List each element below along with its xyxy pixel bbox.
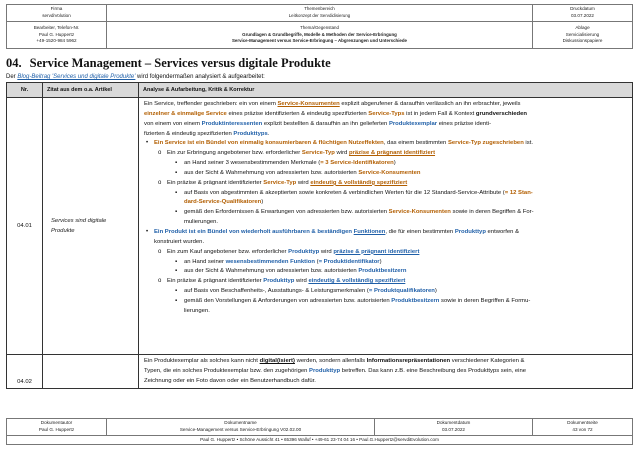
- print-date-label: Druckdatum: [570, 6, 595, 12]
- list-item: o Ein zum Kauf angebotener bzw. erforderlicher Produkttyp wird präzise & prägnant identifiziert: [144, 248, 628, 258]
- company-cell: [7, 5, 107, 22]
- list-item-continued: lierungen.: [184, 307, 210, 314]
- paragraph: Ein Service, treffender geschrieben: ein von einem Service-Konsumenten explizit abgerufener & daraufhin verlässlich an ihn erbrachter, jeweils: [144, 101, 521, 107]
- docdate: 03.07.2022: [442, 427, 465, 432]
- paragraph: Zeichnung oder ein Foto davon oder ein Benutzerhandbuch dafür.: [144, 377, 316, 384]
- theme-line-1: Grundlagen & Grundbegriffe, Modelle & Methoden der Service-Erbringung: [242, 31, 397, 37]
- page-label: Dokumentseite: [567, 420, 598, 426]
- company-label: Firma: [50, 6, 63, 12]
- paragraph: einzelner & einmalige Service eines präzise identifizierten & eindeutig spezifizierten Service-Typs ist in jedem Fall & Kontext grundverschieden: [144, 110, 527, 117]
- theme-cell: [107, 22, 533, 49]
- file-cell: [533, 22, 633, 49]
- col-header-quote: Zitat aus dem o.a. Artikel: [43, 83, 139, 98]
- list-item: o Ein präzise & prägnant identifizierter Produkttyp wird eindeutig & vollständig spezifiziert: [144, 277, 628, 287]
- print-date-cell: [533, 5, 633, 22]
- paragraph: fizierten & eindeutig spezifizierten Produkttyps.: [144, 130, 270, 137]
- list-item: o Ein zur Erbringung angebotener bzw. erforderlicher Service-Typ wird präzise & prägnant identifiziert: [144, 149, 628, 159]
- page-footer: [6, 418, 633, 445]
- circle-bullet-icon: o: [158, 248, 162, 255]
- blog-link[interactable]: Blog-Beitrag 'Services und digitale Produkte': [17, 74, 136, 80]
- docdate-label: Dokumentdatum: [436, 420, 471, 426]
- editor-label: Bearbeiter, Telefon-Nr.: [33, 25, 80, 31]
- bullet-icon: •: [146, 228, 149, 235]
- square-bullet-icon: ▪: [175, 169, 178, 176]
- list-item: ▪ auf Basis von abgestimmten & akzeptierten sowie konkreten & verbindlichen Werten für die 12 Standard-Service-Attribute (= 12 Stan-: [144, 189, 628, 199]
- list-item-continued: konstruiert wurden.: [154, 238, 205, 245]
- square-bullet-icon: ▪: [175, 297, 178, 304]
- paragraph: von einem von einem Produktinteressenten explizit bestellten & daraufhin an ihn gelieferten Produktexemplar eines präzise identi-: [144, 120, 492, 127]
- row-analysis: [139, 355, 633, 389]
- circle-bullet-icon: o: [158, 179, 162, 186]
- list-item: o Ein präzise & prägnant identifizierter Service-Typ wird eindeutig & vollständig spezifiziert: [144, 179, 628, 189]
- table-row: [7, 98, 633, 355]
- theme-label: Thema/Gegenstand: [300, 25, 339, 31]
- square-bullet-icon: ▪: [175, 288, 178, 295]
- company-name: servdiVolution: [42, 13, 71, 18]
- bullet-icon: •: [146, 140, 149, 147]
- file-line-1: Servicialisierung: [565, 31, 600, 37]
- list-item: • Ein Service ist ein Bündel von einmalig konsumierbaren & flüchtigen Nutzeffekten, das einem bestimmten Service-Typ zugeschrieben ist.: [144, 139, 628, 149]
- topic-label: Themenbereich: [304, 6, 335, 12]
- editor-name: Paul G. Huppertz: [38, 31, 75, 37]
- footer-address: Paul G. Huppertz • Schöne Aussicht 41 • 65396 Walluf • +49-61 23-74 04 16 • Paul.G.Huppertz@servdiEvolution.com: [7, 436, 633, 445]
- editor-phone: +49-1520-984 5962: [36, 38, 77, 44]
- section-title: [6, 56, 331, 70]
- list-item: ▪ gemäß den Erfordernissen & Erwartungen von adressierten bzw. autorisierten Service-Konsumenten sowie in deren Begriffen & For-: [144, 208, 628, 218]
- intro-pre: Der: [6, 74, 18, 80]
- print-date: 03.07.2022: [571, 13, 594, 18]
- docname-label: Dokumentname: [224, 420, 257, 426]
- row-quote: [43, 98, 139, 355]
- author-label: Dokumentautor: [40, 420, 73, 426]
- list-item: ▪ aus der Sicht & Wahrnehmung von adressierten bzw. autorisierten Produktbesitzern: [144, 267, 628, 277]
- paragraph: Ein Produktexemplar als solches kann nicht digital(isiert) werden, sondern allenfalls Informationsrepräsentationen verschiedener Kategorien &: [144, 358, 525, 364]
- square-bullet-icon: ▪: [175, 258, 178, 265]
- quote-line-1: Services sind digitale: [51, 217, 107, 224]
- author-cell: [7, 419, 107, 436]
- square-bullet-icon: ▪: [175, 189, 178, 196]
- list-item: ▪ an Hand seiner 3 wesensbestimmenden Merkmale (= 3 Service-Identifikatoren): [144, 159, 628, 169]
- analysis-table: [6, 82, 633, 389]
- circle-bullet-icon: o: [158, 278, 162, 285]
- page-header: [6, 4, 633, 49]
- editor-cell: [7, 22, 107, 49]
- row-analysis: [139, 98, 633, 355]
- quote-line-2: Produkte: [51, 228, 75, 234]
- docname: Service-Management versus Service-Erbringung V02.02.00: [179, 427, 302, 432]
- square-bullet-icon: ▪: [175, 209, 178, 216]
- row-quote: [43, 355, 139, 389]
- section-heading: Service Management – Services versus digitale Produkte: [29, 56, 331, 70]
- square-bullet-icon: ▪: [175, 160, 178, 167]
- page-number: 43 von 72: [572, 427, 593, 432]
- paragraph: Typen, die ein solches Produktexemplar bzw. den zugehörigen Produkttyp betreffen. Das kann z.B. eine Beschreibung des Produkttyps sein, eine: [144, 367, 527, 374]
- topic-value: Leitkonzept der Servdidisierung: [288, 13, 351, 18]
- col-header-analysis: Analyse & Aufarbeitung, Kritik & Korrektur: [139, 83, 633, 98]
- row-number: 04.01: [7, 98, 43, 355]
- table-row: [7, 355, 633, 389]
- list-item-continued: dard-Service-Qualifikatoren): [184, 199, 264, 206]
- list-item: ▪ an Hand seiner wesensbestimmenden Funktion (= Produktidentifikator): [144, 258, 628, 268]
- circle-bullet-icon: o: [158, 150, 162, 157]
- file-line-2: Diskussionspapiere: [562, 38, 603, 44]
- docdate-cell: [375, 419, 533, 436]
- intro-text: [6, 73, 265, 81]
- page-cell: [533, 419, 633, 436]
- list-item: ▪ auf Basis von Beschaffenheits-, Ausstattungs- & Leistungsmerkmalen (= Produktqualifikatoren): [144, 287, 628, 297]
- theme-line-2: Service-Management versus Service-Erbringung – Abgrenzungen und Unterschiede: [231, 38, 408, 44]
- list-item: ▪ aus der Sicht & Wahrnehmung von adressierten bzw. autorisierten Service-Konsumenten: [144, 169, 628, 179]
- col-header-nr: Nr.: [7, 83, 43, 98]
- list-item-continued: mulierungen.: [184, 219, 219, 226]
- section-number: 04.: [6, 56, 22, 70]
- topic-cell: [107, 5, 533, 22]
- row-number: 04.02: [7, 355, 43, 389]
- file-label: Ablage: [575, 25, 590, 31]
- author-name: Paul G. Huppertz: [38, 427, 75, 432]
- list-item: • Ein Produkt ist ein Bündel von wiederholt ausführbaren & beständigen Funktionen, die für einen bestimmten Produkttyp entworfen &: [144, 228, 628, 238]
- intro-post: wird folgendermaßen analysiert & aufgearbeitet:: [135, 74, 265, 80]
- docname-cell: [107, 419, 375, 436]
- list-item: ▪ gemäß den Vorstellungen & Anforderungen von adressierten bzw. autorisierten Produktbesitzern sowie in deren Begriffen & Formu-: [144, 297, 628, 307]
- square-bullet-icon: ▪: [175, 268, 178, 275]
